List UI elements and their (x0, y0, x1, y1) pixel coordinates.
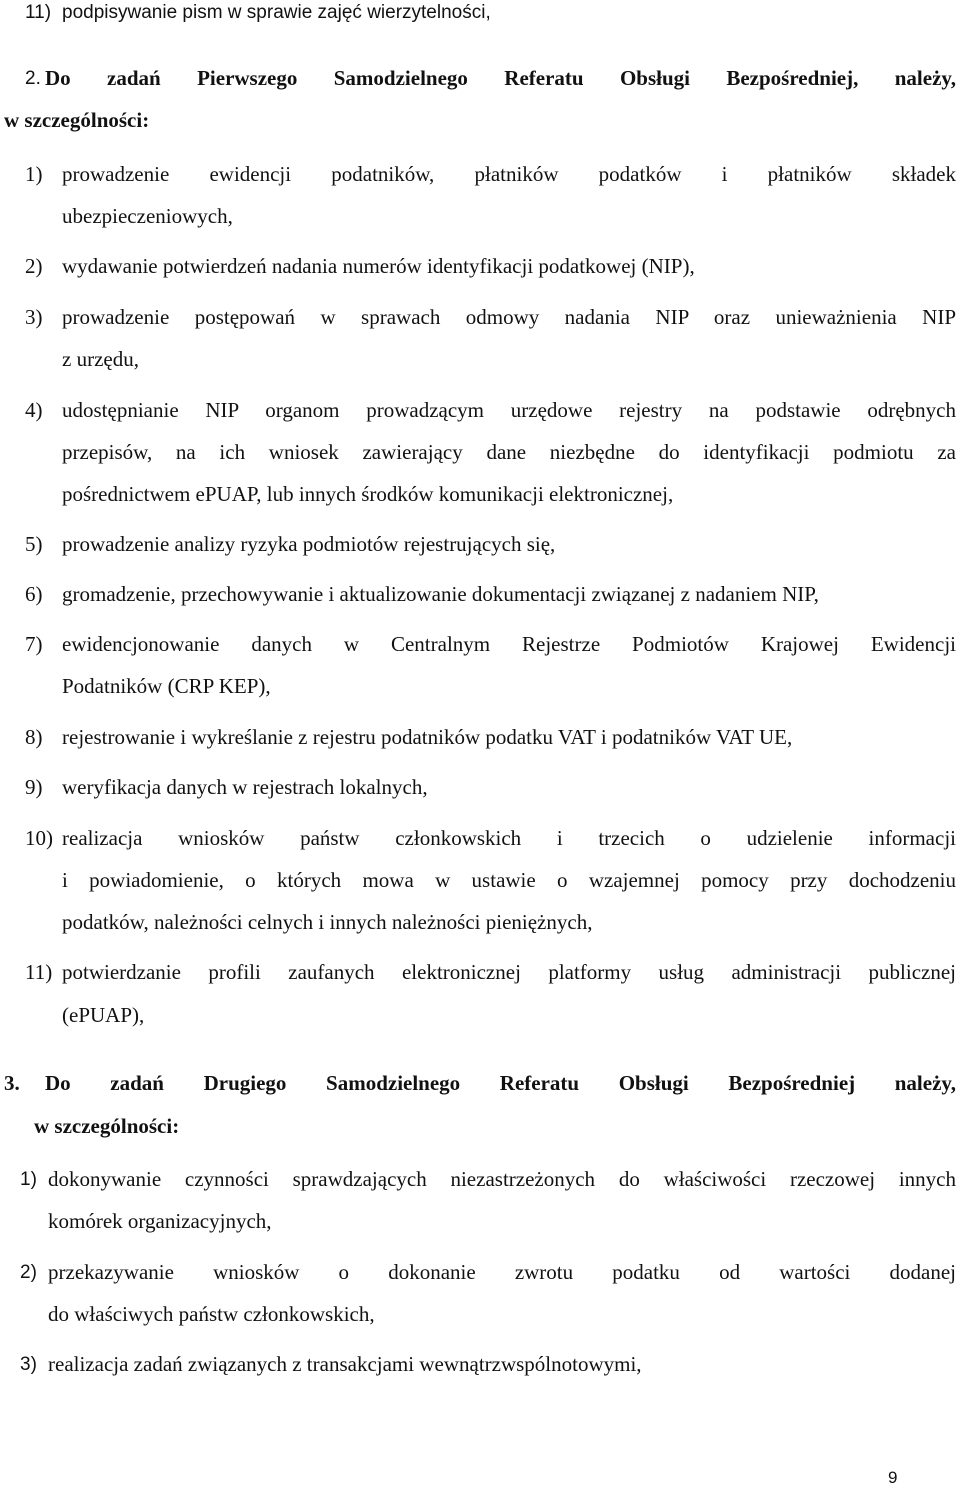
item-text: prowadzenie analizy ryzyka podmiotów rejestrujących się, (62, 532, 556, 556)
item-text: realizacja wniosków państw członkowskich i trzecich o udzielenie informacji (62, 826, 956, 850)
item-text: z urzędu, (62, 347, 139, 371)
item-number: 1) (20, 1169, 37, 1190)
item-number: 11) (25, 2, 52, 23)
item-text: realizacja zadań związanych z transakcjami wewnątrzwspólnotowymi, (48, 1352, 642, 1376)
item-number: 6) (25, 582, 43, 606)
item-number: 10) (25, 826, 53, 850)
item-number: 2) (20, 1262, 37, 1283)
item-text: podpisywanie pism w sprawie zajęć wierzytelności, (62, 2, 491, 23)
item-number: 2) (25, 254, 43, 278)
item-text: udostępnianie NIP organom prowadzącym urzędowe rejestry na podstawie odrębnych (62, 398, 956, 422)
item-number: 11) (25, 960, 53, 984)
item-text: ubezpieczeniowych, (62, 204, 233, 228)
item-number: 5) (25, 532, 43, 556)
item-number: 3) (25, 305, 43, 329)
item-number: 4) (25, 398, 43, 422)
item-text: i powiadomienie, o których mowa w ustawie o wzajemnej pomocy przy dochodzeniu (62, 868, 956, 892)
item-number: 9) (25, 775, 43, 799)
item-number: 1) (25, 162, 43, 186)
item-text: dokonywanie czynności sprawdzających niezastrzeżonych do właściwości rzeczowej innych (48, 1167, 956, 1191)
item-text: rejestrowanie i wykreślanie z rejestru podatników podatku VAT i podatników VAT UE, (62, 725, 793, 749)
item-text: weryfikacja danych w rejestrach lokalnych, (62, 775, 428, 799)
item-text: potwierdzanie profili zaufanych elektronicznej platformy usług administracji publicznej (62, 960, 956, 984)
item-text: do właściwych państw członkowskich, (48, 1302, 375, 1326)
item-number: 3) (20, 1354, 37, 1375)
item-text: podatków, należności celnych i innych należności pieniężnych, (62, 910, 593, 934)
item-number: 8) (25, 725, 43, 749)
item-text: Podatników (CRP KEP), (62, 674, 271, 698)
item-text: przekazywanie wniosków o dokonanie zwrotu podatku od wartości dodanej (48, 1260, 956, 1284)
item-text: pośrednictwem ePUAP, lub innych środków komunikacji elektronicznej, (62, 482, 674, 506)
item-text: gromadzenie, przechowywanie i aktualizowanie dokumentacji związanej z nadaniem NIP, (62, 582, 819, 606)
item-text: przepisów, na ich wniosek zawierający dane niezbędne do identyfikacji podmiotu za (62, 440, 956, 464)
page-number: 9 (888, 1468, 898, 1487)
item-text: (ePUAP), (62, 1003, 145, 1027)
item-text: ewidencjonowanie danych w Centralnym Rejestrze Podmiotów Krajowej Ewidencji (62, 632, 956, 656)
item-number: 7) (25, 632, 43, 656)
item-text: wydawanie potwierdzeń nadania numerów identyfikacji podatkowej (NIP), (62, 254, 695, 278)
item-text: prowadzenie postępowań w sprawach odmowy nadania NIP oraz unieważnienia NIP (62, 305, 956, 329)
item-text: prowadzenie ewidencji podatników, płatników podatków i płatników składek (62, 162, 956, 186)
item-text: komórek organizacyjnych, (48, 1209, 272, 1233)
